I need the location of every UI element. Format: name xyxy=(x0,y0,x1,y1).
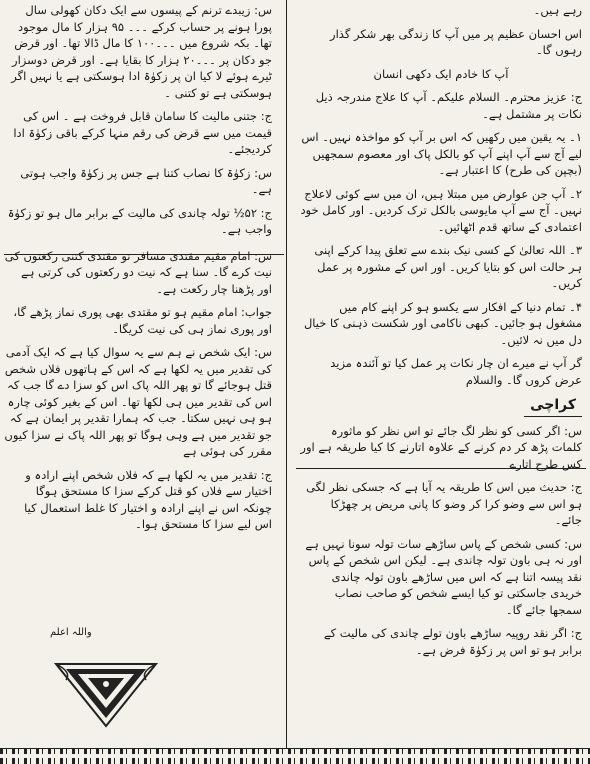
answer-paragraph: ج: عزیز محترم۔ السلام علیکم۔ آپ کا علاج مندرجہ ذیل نکات پر مشتمل ہے۔ xyxy=(315,90,582,121)
answer-point: ۴۔ تمام دنیا کے افکار سے یکسو ہو کر اپنے کام میں مشغول ہو جائیں۔ کبھی ناکامی اور شکست ذہنی کا خیال دل میں نہ لائیں۔ xyxy=(303,299,582,347)
answer-point: ۱۔ یہ یقین میں رکھیں کہ اس بر آپ کو مواخذہ نہیں۔ اس لیے آج سے آپ اپنے آپ کو بالکل پاک اور معصوم سمجھیں (بچپن کی طرح) کا اعتبار ہے۔ xyxy=(301,130,582,177)
signoff: واللہ اعلم xyxy=(50,627,92,638)
qa-paragraph: س: کسی شخص کے پاس ساڑھے سات تولہ سونا نہیں ہے اور نہ ہی باون تولہ چاندی ہے۔ لیکن اس شخص کے پاس نقد پیسہ اتنا ہے کہ اس میں ساڑھے باون تولہ چاندی خریدی جاسکتی تو کیا ایسے شخص کو صاحب نصاب سمجھا جائے گا۔ xyxy=(305,536,582,617)
qa-paragraph: س: ایک شخص نے ہم سے یہ سوال کیا ہے کہ ایک آدمی کی تقدیر میں یہ لکھا ہے کہ اس کے ہاتھوں فلاں شخص قتل ہوجائے گا تو پھر اللہ پاک اس کو سزا دے گا جب کہ اس کی تقدیر میں ہی لکھا تھا۔ اس کے بغیر کوئی چارہ ہو ہی نہیں سکتا۔ جب کہ ہمارا تقدیر پر ایمان ہے کہ جو تقدیر میں ہے وہی ہوگا تو پھر اللہ پاک نے سزا کیوں مقرر کی ہوئی ہے xyxy=(4,345,272,458)
qa-paragraph: س: زیبدے ترنم کے پیسوں سے ایک دکان کھولی سال پورا ہونے پر حساب کرکے ۔۔۔ ۹۵ ہزار کا مال موجود تھا۔ بکہ شروع میں ۔۔۔۱۰۰ کا مال ڈالا تھا۔ اور قرض جو دکان پر ۔۔۔۲۰ ہزار کا بقایا ہے۔ اور قرض دوسزار ٹیرے ہوئے لا کیا ان پر زکوٰۃ ادا ہوسکتی ہے یا نہیں اگر ہوسکتی ہے تو کتنی ۔ xyxy=(11,3,272,100)
answer-point: ۲۔ آپ جن عوارض میں مبتلا ہیں، ان میں سے کوئی لاعلاج نہیں۔ آج سے آپ مایوسی بالکل ترک کردیں۔ اور کامل خود اعتمادی کے ساتھ قدم اٹھائیں۔ xyxy=(300,186,582,234)
letter-line: اس احسان عظیم پر میں آپ کا زندگی بھر شکر گذار رہوں گا۔ xyxy=(330,26,582,57)
letter-signature: آپ کا خادم ایک دکھی انسان xyxy=(373,66,509,81)
left-column xyxy=(4,2,272,672)
answer-point: ۳۔ اللہ تعالیٰ کے کسی نیک بندے سے تعلق پیدا کرکے اپنی ہر حالت اس کو بتایا کریں۔ اور اس کے مشورہ پر عمل کریں۔ xyxy=(314,243,582,290)
answer-closing: گر آپ نے میرے ان چار نکات پر عمل کیا تو آئندہ مزید عرض کروں گا۔ والسلام xyxy=(330,356,582,387)
qa-paragraph: جواب: امام مقیم ہو تو مقتدی بھی پوری نماز پڑھے گا، اور پوری نماز ہی کی نیت کریگا۔ xyxy=(13,305,272,336)
qa-paragraph: س: زکوٰۃ کا نصاب کتنا ہے جس پر زکوٰۃ واجب ہوتی ہے۔ xyxy=(20,165,272,196)
ornament-icon xyxy=(52,660,160,730)
qa-paragraph: ج: جتنی مالیت کا سامان قابل فروخت ہے ۔ اس کی قیمت میں سے قرض کی رقم منہا کرکے باقی زکوٰۃ ادا کردیجئے۔ xyxy=(13,109,272,156)
qa-paragraph: ج: اگر نقد روپیہ ساڑھے باون تولے چاندی کی مالیت کے برابر ہو تو اس پر زکوٰۃ فرض ہے۔ xyxy=(323,626,582,657)
letter-line: رہے ہیں۔ xyxy=(533,3,582,17)
qa-paragraph: ج: ۵۲½ تولہ چاندی کی مالیت کے برابر مال ہو تو زکوٰۃ واجب ہے۔ xyxy=(7,205,272,236)
qa-paragraph: ج: تقدیر میں یہ لکھا ہے کہ فلاں شخص اپنے ارادہ و اختیار سے فلاں کو قتل کرکے سزا کا مستحق ہوگا چونکہ اس نے اپنے ارادہ و اختیار کا غلط استعمال کیا اس لیے سزا کا مستحق ہوا۔ xyxy=(24,467,272,531)
qa-paragraph: ج: حدیث میں اس کا طریقہ یہ آیا ہے کہ جسکی نظر لگی ہو اس سے وضو کرا کر وضو کا پانی مریض پر چھڑکا جائے۔ xyxy=(306,480,582,527)
column-divider xyxy=(286,0,287,748)
decorative-border-inner xyxy=(0,754,590,758)
section-heading: کراچی xyxy=(524,397,582,417)
qa-paragraph: س: اگر کسی کو نظر لگ جائے تو اس نظر کو ماثورہ کلمات پڑھ کر دم کرنے کے علاوہ اتارنے کا کیا طریقہ ہے اور کس طرح اتارے xyxy=(300,423,582,471)
right-column xyxy=(300,2,582,740)
qa-paragraph: س: امام مقیم مقتدی مسافر تو مقتدی کتنی رکعتوں کی نیت کرے گا۔ سنا ہے کہ نیت دو رکعتوں کی کرتی ہے اور پڑھنا چار رکعت ہے۔ xyxy=(4,248,272,296)
section-heading-wrap xyxy=(300,395,582,423)
